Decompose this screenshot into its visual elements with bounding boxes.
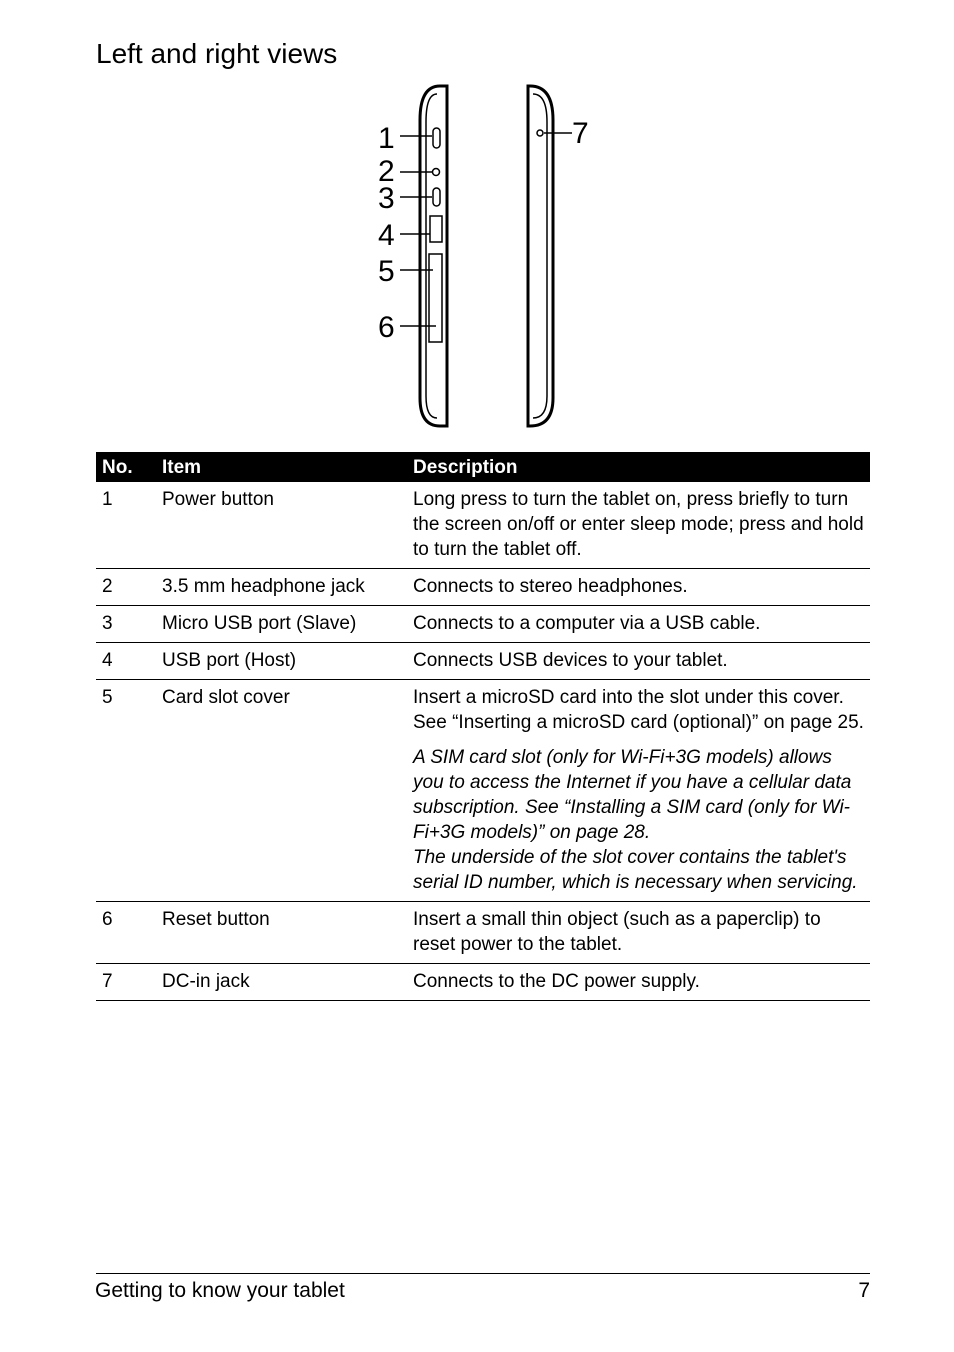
row-item: Micro USB port (Slave) <box>156 606 407 643</box>
table-row <box>96 680 870 742</box>
table-row-note <box>96 741 870 902</box>
usb-host-port <box>430 216 442 242</box>
row-item: USB port (Host) <box>156 643 407 680</box>
row-item: DC-in jack <box>156 964 407 1001</box>
row-no: 5 <box>102 687 113 708</box>
tablet-side-views-illustration <box>360 80 610 432</box>
row-description: Insert a small thin object (such as a paperclip) to reset power to the tablet. <box>407 902 870 964</box>
right-side-view <box>528 86 553 426</box>
card-slot-cover <box>429 254 442 342</box>
row-description: Long press to turn the tablet on, press briefly to turn the screen on/off or enter sleep mode; press and hold to turn the tablet off. <box>407 482 870 569</box>
callout-7: 7 <box>572 117 589 150</box>
row-item: Reset button <box>156 902 407 964</box>
headphone-jack-port <box>433 169 440 176</box>
callout-2: 2 <box>378 155 395 188</box>
table-row <box>96 643 870 680</box>
row-no: 4 <box>96 643 156 680</box>
micro-usb-port <box>433 188 440 206</box>
header-description: Description <box>407 452 870 482</box>
header-no: No. <box>96 452 156 482</box>
serial-id-note: The underside of the slot cover contains the tablet's serial ID number, which is necessary when servicing. <box>413 847 858 893</box>
page-title: Left and right views <box>96 38 338 69</box>
row-no: 3 <box>96 606 156 643</box>
footer-divider <box>96 1273 870 1274</box>
row-description: Insert a microSD card into the slot under this cover. See “Inserting a microSD card (optional)” on page 25. <box>413 687 864 733</box>
callout-4: 4 <box>378 219 395 252</box>
row-no: 1 <box>96 482 156 569</box>
row-description: Connects to the DC power supply. <box>407 964 870 1001</box>
page-number: 7 <box>858 1279 870 1302</box>
header-item: Item <box>156 452 407 482</box>
table-row <box>96 964 870 1001</box>
row-item: Card slot cover <box>162 687 290 708</box>
callout-1: 1 <box>378 122 395 155</box>
table-row <box>96 569 870 606</box>
power-button-port <box>433 128 440 148</box>
table-row <box>96 902 870 964</box>
row-no: 7 <box>96 964 156 1001</box>
row-item: Power button <box>156 482 407 569</box>
row-description: Connects to a computer via a USB cable. <box>407 606 870 643</box>
sim-card-note: A SIM card slot (only for Wi-Fi+3G models) allows you to access the Internet if you have a cellular data subscription. See “Installing a SIM card (only for Wi-Fi+3G models)” on page 28. <box>413 747 852 843</box>
left-side-view <box>420 86 447 426</box>
row-no: 6 <box>96 902 156 964</box>
dc-in-jack-port <box>537 130 543 136</box>
ports-table <box>96 452 870 1001</box>
callout-5: 5 <box>378 255 395 288</box>
table-row <box>96 606 870 643</box>
table-row <box>96 482 870 569</box>
footer-section-title: Getting to know your tablet <box>95 1279 345 1302</box>
side-views-figure <box>360 80 610 432</box>
row-no: 2 <box>96 569 156 606</box>
table-header-row <box>96 452 870 482</box>
row-item: 3.5 mm headphone jack <box>156 569 407 606</box>
row-note <box>407 741 870 902</box>
row-description: Connects USB devices to your tablet. <box>407 643 870 680</box>
row-description: Connects to stereo headphones. <box>407 569 870 606</box>
callout-6: 6 <box>378 311 395 344</box>
callout-3: 3 <box>378 182 395 215</box>
